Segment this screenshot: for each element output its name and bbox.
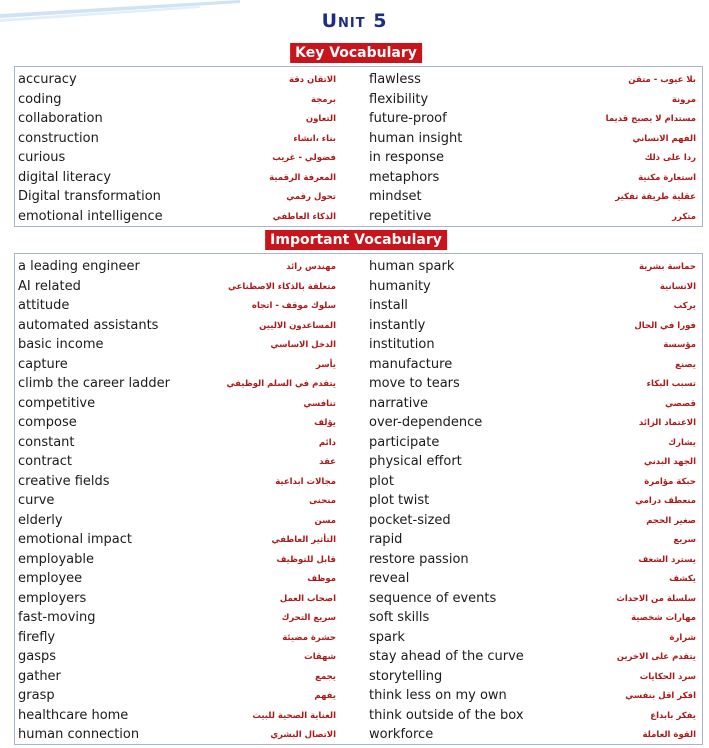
arabic-translation: تنافسي bbox=[303, 398, 336, 409]
arabic-translation: متعلقة بالذكاء الاصطناعي bbox=[228, 281, 336, 292]
vocab-row bbox=[15, 208, 702, 227]
arabic-translation: مرونة bbox=[671, 94, 696, 105]
vocab-row bbox=[15, 336, 702, 355]
vocab-row bbox=[15, 707, 702, 726]
arabic-translation: تسبب البكاء bbox=[646, 379, 696, 389]
arabic-translation: العناية الصحية للبيت bbox=[252, 710, 336, 721]
english-term: workforce bbox=[369, 727, 434, 742]
english-term: compose bbox=[18, 415, 77, 430]
english-term: physical effort bbox=[369, 454, 462, 469]
arabic-translation: متكرر bbox=[672, 211, 696, 222]
arabic-translation: يتقدم في السلم الوظيفي bbox=[226, 379, 336, 389]
english-term: plot bbox=[369, 473, 394, 489]
english-term: think outside of the box bbox=[369, 707, 524, 723]
english-term: a leading engineer bbox=[18, 259, 140, 274]
vocab-row bbox=[15, 668, 702, 687]
english-term: AI related bbox=[18, 278, 81, 294]
vocab-row bbox=[15, 551, 702, 570]
english-term: elderly bbox=[18, 512, 63, 528]
unit-title: Unit 5 bbox=[321, 10, 388, 32]
arabic-translation: المعرفة الرقمية bbox=[269, 172, 336, 183]
vocab-row bbox=[15, 395, 702, 414]
arabic-translation: الجهد البدني bbox=[644, 457, 696, 467]
arabic-translation: حبكة مؤامرة bbox=[644, 476, 696, 487]
vocab-row bbox=[15, 169, 702, 188]
arabic-translation: مهندس رائد bbox=[286, 262, 336, 272]
english-term: accuracy bbox=[18, 72, 77, 87]
english-term: pocket-sized bbox=[369, 512, 451, 528]
vocab-row bbox=[15, 726, 702, 745]
english-term: metaphors bbox=[369, 169, 440, 185]
arabic-translation: مجالات ابداعية bbox=[275, 476, 336, 487]
english-term: human spark bbox=[369, 259, 455, 274]
english-term: construction bbox=[18, 130, 99, 146]
english-term: employers bbox=[18, 590, 87, 606]
vocab-row bbox=[15, 648, 702, 667]
english-term: mindset bbox=[369, 189, 422, 204]
arabic-translation: يأسر bbox=[315, 359, 336, 370]
english-term: emotional impact bbox=[18, 532, 132, 547]
arabic-translation: يفهم bbox=[314, 691, 336, 701]
arabic-translation: منعطف درامي bbox=[635, 496, 696, 506]
english-term: contract bbox=[18, 454, 72, 469]
arabic-translation: سريع التحرك bbox=[281, 613, 336, 623]
english-term: automated assistants bbox=[18, 317, 159, 333]
arabic-translation: قصصي bbox=[665, 398, 696, 409]
vocab-row bbox=[15, 609, 702, 628]
arabic-translation: الدخل الاساسي bbox=[270, 340, 336, 350]
english-term: think less on my own bbox=[369, 688, 507, 703]
english-term: basic income bbox=[18, 337, 104, 352]
arabic-translation: سرد الحكايات bbox=[639, 671, 696, 682]
arabic-translation: يفكر بابداع bbox=[650, 710, 696, 721]
english-term: humanity bbox=[369, 278, 431, 294]
arabic-translation: المساعدون الاليين bbox=[259, 320, 336, 331]
english-term: emotional intelligence bbox=[18, 208, 163, 224]
arabic-translation: يكشف bbox=[669, 574, 696, 584]
english-term: institution bbox=[369, 337, 435, 352]
arabic-translation: التأثير العاطفي bbox=[271, 535, 336, 545]
arabic-translation: يتقدم على الاخرين bbox=[616, 652, 696, 662]
arabic-translation: الذكاء العاطفي bbox=[272, 211, 336, 222]
english-term: collaboration bbox=[18, 111, 103, 126]
arabic-translation: برمجة bbox=[310, 94, 336, 105]
vocab-row bbox=[15, 149, 702, 168]
arabic-translation: موظف bbox=[307, 574, 336, 584]
english-term: rapid bbox=[369, 532, 403, 547]
arabic-translation: حماسة بشرية bbox=[639, 262, 696, 272]
english-term: instantly bbox=[369, 317, 426, 333]
vocab-row bbox=[15, 570, 702, 589]
arabic-translation: منحنى bbox=[309, 496, 336, 506]
english-term: human connection bbox=[18, 727, 140, 742]
english-term: Digital transformation bbox=[18, 189, 161, 204]
english-term: restore passion bbox=[369, 551, 469, 567]
english-term: in response bbox=[369, 150, 445, 165]
arabic-translation: تحول رقمي bbox=[286, 192, 336, 202]
english-term: participate bbox=[369, 434, 440, 450]
english-term: narrative bbox=[369, 395, 429, 411]
vocab-row bbox=[15, 473, 702, 492]
key-vocabulary-heading: Key Vocabulary bbox=[290, 43, 422, 63]
vocab-row bbox=[15, 297, 702, 316]
arabic-translation: مؤسسة bbox=[663, 340, 696, 350]
english-term: manufacture bbox=[369, 356, 453, 372]
important-vocabulary-box bbox=[14, 253, 703, 745]
english-term: grasp bbox=[18, 688, 55, 703]
arabic-translation: صغير الحجم bbox=[646, 515, 696, 526]
english-term: repetitive bbox=[369, 208, 432, 224]
english-term: reveal bbox=[369, 571, 410, 586]
english-term: climb the career ladder bbox=[18, 376, 170, 391]
vocab-row bbox=[15, 188, 702, 207]
arabic-translation: فضولي - غريب bbox=[272, 153, 336, 163]
arabic-translation: يركب bbox=[673, 301, 696, 311]
vocab-row bbox=[15, 375, 702, 394]
vocab-row bbox=[15, 130, 702, 149]
vocab-row bbox=[15, 278, 702, 297]
english-term: gasps bbox=[18, 649, 57, 664]
arabic-translation: الانسانية bbox=[659, 281, 696, 292]
english-term: future-proof bbox=[369, 111, 447, 126]
arabic-translation: سلوك موقف - اتجاه bbox=[251, 301, 336, 311]
english-term: fast-moving bbox=[18, 610, 96, 625]
vocab-row bbox=[15, 590, 702, 609]
arabic-translation: يسترد الشغف bbox=[638, 554, 696, 565]
english-term: soft skills bbox=[369, 610, 430, 625]
english-term: stay ahead of the curve bbox=[369, 649, 524, 664]
vocab-row bbox=[15, 356, 702, 375]
arabic-translation: حشرة مضيئة bbox=[282, 632, 336, 643]
arabic-translation: يجمع bbox=[315, 671, 336, 682]
vocab-row bbox=[15, 512, 702, 531]
english-term: sequence of events bbox=[369, 590, 497, 606]
english-term: creative fields bbox=[18, 473, 110, 489]
arabic-translation: التعاون bbox=[305, 114, 336, 124]
arabic-translation: الاتصال البشري bbox=[270, 730, 336, 740]
english-term: competitive bbox=[18, 395, 96, 411]
vocab-row bbox=[15, 434, 702, 453]
english-term: healthcare home bbox=[18, 707, 129, 723]
arabic-translation: مهارات شخصية bbox=[631, 613, 696, 623]
arabic-translation: افكر اقل بنفسي bbox=[625, 691, 696, 701]
arabic-translation: مسن bbox=[314, 515, 336, 526]
vocab-row bbox=[15, 317, 702, 336]
arabic-translation: يشارك bbox=[668, 437, 696, 448]
arabic-translation: عقلية طريقة تفكير bbox=[615, 192, 696, 202]
arabic-translation: شرارة bbox=[669, 632, 696, 643]
vocab-row bbox=[15, 453, 702, 472]
arabic-translation: شهقات bbox=[304, 652, 336, 662]
arabic-translation: الاتقان دقة bbox=[288, 75, 336, 85]
english-term: capture bbox=[18, 356, 68, 372]
english-term: flexibility bbox=[369, 91, 429, 107]
vocab-row bbox=[15, 629, 702, 648]
english-term: human insight bbox=[369, 130, 463, 146]
english-term: employee bbox=[18, 571, 83, 586]
vocab-row bbox=[15, 91, 702, 110]
english-term: coding bbox=[18, 91, 62, 107]
arabic-translation: يصنع bbox=[675, 359, 696, 370]
arabic-translation: سلسلة من الاحداث bbox=[616, 593, 696, 604]
important-vocabulary-heading: Important Vocabulary bbox=[265, 230, 447, 250]
arabic-translation: استعارة مكنية bbox=[638, 172, 696, 183]
arabic-translation: الاعتماد الزائد bbox=[638, 418, 696, 428]
english-term: digital literacy bbox=[18, 169, 112, 185]
english-term: employable bbox=[18, 551, 95, 567]
vocab-row bbox=[15, 110, 702, 129]
english-term: constant bbox=[18, 434, 75, 450]
english-term: flawless bbox=[369, 72, 421, 87]
english-term: spark bbox=[369, 629, 405, 645]
arabic-translation: بناء ،انشاء bbox=[293, 133, 336, 144]
english-term: plot twist bbox=[369, 493, 430, 508]
arabic-translation: ردا على ذلك bbox=[644, 153, 696, 163]
key-vocabulary-box bbox=[14, 66, 703, 227]
english-term: gather bbox=[18, 668, 61, 684]
english-term: move to tears bbox=[369, 376, 460, 391]
vocab-row bbox=[15, 687, 702, 706]
arabic-translation: عقد bbox=[319, 457, 336, 467]
english-term: firefly bbox=[18, 629, 56, 645]
arabic-translation: قابل للتوظيف bbox=[276, 554, 336, 565]
arabic-translation: بلا عيوب - متقن bbox=[628, 75, 696, 85]
vocab-row bbox=[15, 414, 702, 433]
arabic-translation: اصحاب العمل bbox=[279, 593, 336, 604]
english-term: curve bbox=[18, 493, 55, 508]
arabic-translation: سريع bbox=[673, 535, 696, 545]
english-term: install bbox=[369, 298, 408, 313]
vocab-row bbox=[15, 71, 702, 90]
arabic-translation: الفهم الانساني bbox=[632, 133, 696, 144]
arabic-translation: فورا في الحال bbox=[634, 320, 696, 331]
english-term: storytelling bbox=[369, 668, 443, 684]
english-term: attitude bbox=[18, 298, 70, 313]
english-term: over-dependence bbox=[369, 415, 483, 430]
arabic-translation: مستدام لا يصبح قديما bbox=[605, 114, 696, 124]
vocab-row bbox=[15, 492, 702, 511]
vocab-row bbox=[15, 258, 702, 277]
english-term: curious bbox=[18, 150, 66, 165]
arabic-translation: دائم bbox=[318, 437, 336, 448]
arabic-translation: يؤلف bbox=[314, 418, 336, 428]
vocab-row bbox=[15, 531, 702, 550]
arabic-translation: القوة العاملة bbox=[642, 730, 696, 740]
